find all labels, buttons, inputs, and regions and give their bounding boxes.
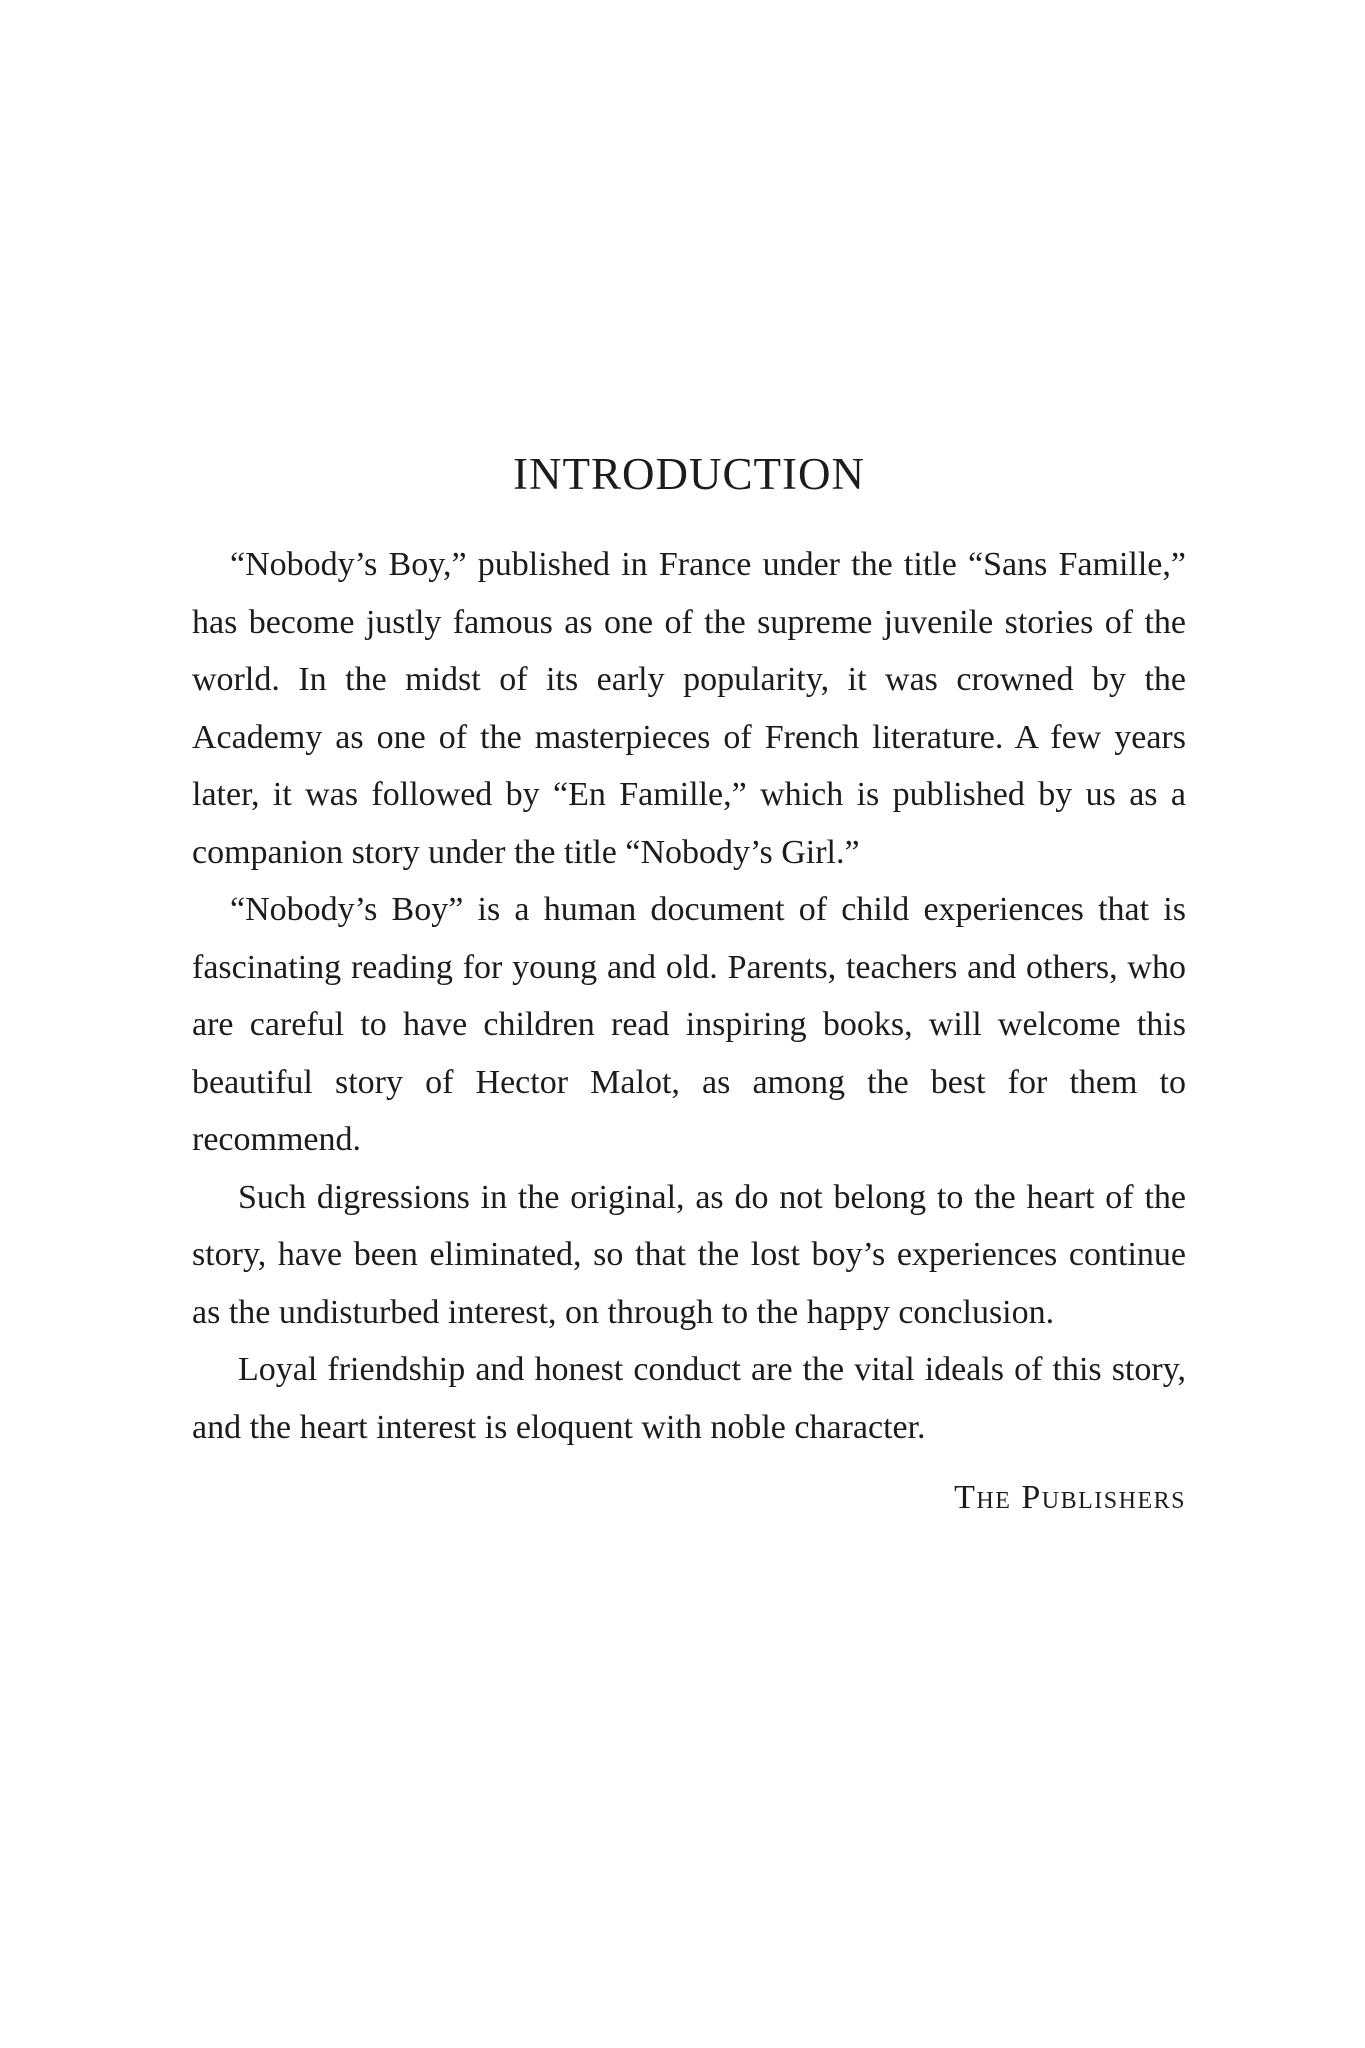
- paragraph-1: “Nobody’s Boy,” published in France under the title “Sans Famille,” has become justly famous as one of the supreme juvenile stories of the world. In the midst of its early popularity, it was crowned by the Academy as one of the masterpieces of French literature. A few years later, it was followed by “En Famille,” which is published by us as a companion story under the title “Nobody’s Girl.”: [192, 546, 1186, 871]
- signature: The Publishers: [954, 1479, 1186, 1516]
- introduction-section: [192, 446, 1186, 1523]
- paragraph-3: Such digressions in the original, as do not belong to the heart of the story, have been eliminated, so that the lost boy’s experiences continue as the undisturbed interest, on through to the happy conclusion.: [192, 1178, 1186, 1331]
- paragraph-2: “Nobody’s Boy” is a human document of child experiences that is fascinating reading for young and old. Parents, teachers and others, who are careful to have children read inspiring books, will welcome this beautiful story of Hector Malot, as among the best for them to recommend.: [192, 891, 1186, 1158]
- paragraph-4: Loyal friendship and honest conduct are the vital ideals of this story, and the heart interest is eloquent with noble character.: [192, 1351, 1186, 1446]
- page-title: INTRODUCTION: [513, 449, 865, 499]
